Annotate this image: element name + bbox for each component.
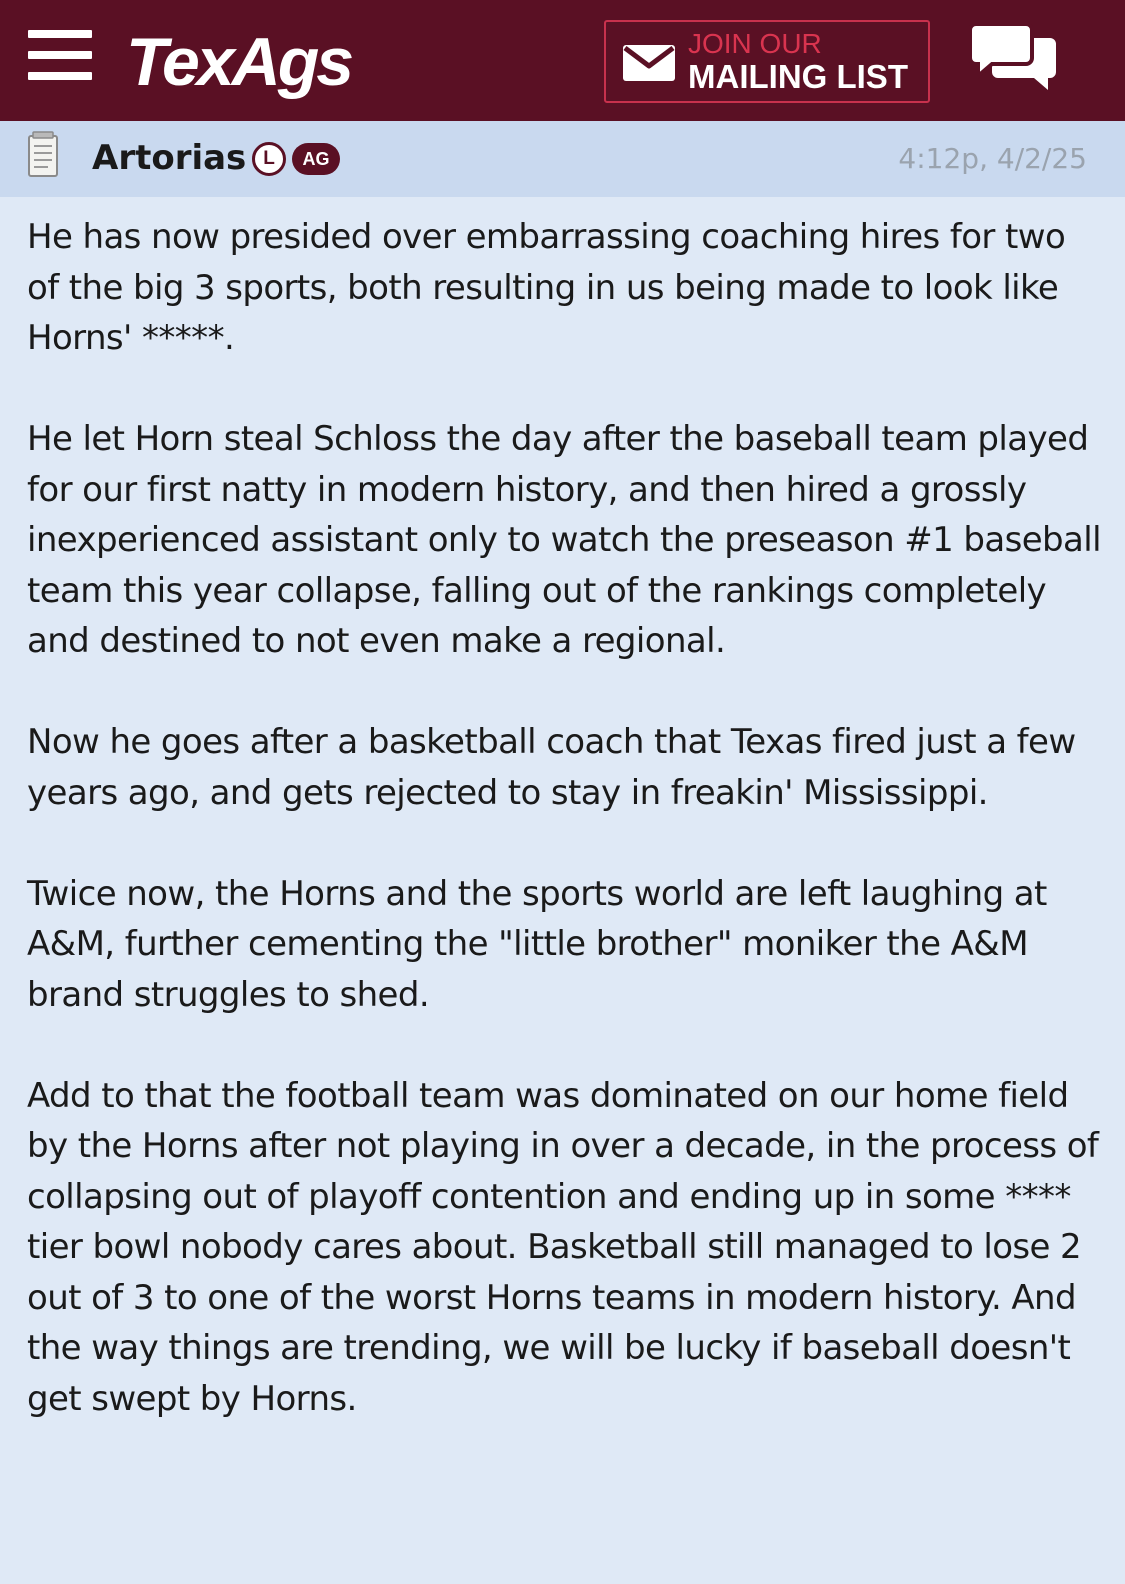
hamburger-menu-icon[interactable] <box>28 30 92 80</box>
join-mailing-list-button[interactable] <box>604 20 930 103</box>
chat-bubbles-icon[interactable] <box>968 22 1058 94</box>
post-paragraph: Now he goes after a basketball coach that Texas fired just a few years ago, and gets rejected to stay in freakin' Mississippi. <box>27 722 1076 813</box>
ag-badge: AG <box>292 143 340 175</box>
notepad-icon <box>26 131 62 179</box>
post-body <box>27 212 1102 1475</box>
top-navigation-bar <box>0 0 1125 121</box>
mailing-button-line1: JOIN OUR <box>688 28 822 59</box>
post-header <box>0 121 1125 197</box>
texags-logo[interactable]: TexAgs <box>126 24 352 100</box>
post-paragraph: He let Horn steal Schloss the day after the baseball team played for our first natty in modern history, and then hired a grossly inexperienced assistant only to watch the preseason #1 baseball team this year collapse, falling out of the rankings completely and destined to not even make a regional. <box>27 419 1101 661</box>
post-paragraph: He has now presided over embarrassing coaching hires for two of the big 3 sports, both resulting in us being made to look like Horns' *****. <box>27 217 1066 358</box>
lifetime-member-badge: L <box>252 142 286 176</box>
envelope-icon <box>622 44 676 82</box>
post-paragraph: Twice now, the Horns and the sports world are left laughing at A&M, further cementing the "little brother" moniker the A&M brand struggles to shed. <box>27 873 1047 1015</box>
mailing-button-line2: MAILING LIST <box>688 58 908 95</box>
post-paragraph: Add to that the football team was dominated on our home field by the Horns after not playing in over a decade, in the process of collapsing out of playoff contention and ending up in some **** tier bowl nobody cares about. Basketball still managed to lose 2 out of 3 to one of the worst Horns teams in modern history. And the way things are trending, we will be lucky if baseball doesn't get swept by Horns. <box>27 1075 1099 1419</box>
post-username[interactable]: Artorias <box>92 138 247 178</box>
post-timestamp: 4:12p, 4/2/25 <box>898 142 1087 175</box>
